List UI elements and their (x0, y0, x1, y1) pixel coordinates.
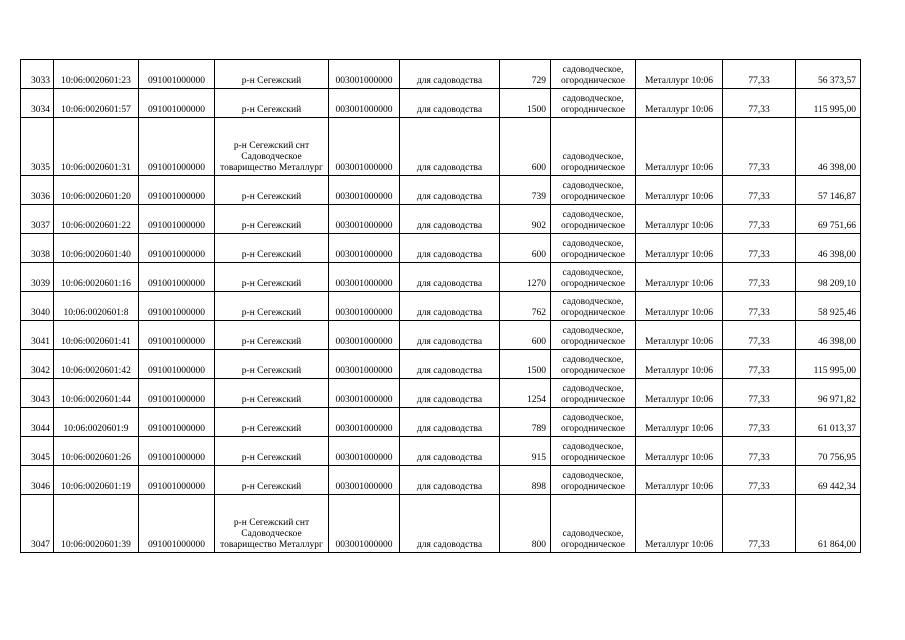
cadastral-number-cell: 10:06:0020601:31 (54, 118, 139, 176)
specific-value-cell: 77,33 (723, 205, 796, 234)
table-row (21, 379, 861, 408)
cadastral-value-cell: 96 971,82 (796, 379, 861, 408)
address-cell: р-н Сегежский (215, 292, 329, 321)
okato-code-cell: 003001000000 (329, 176, 400, 205)
cadastral-number-cell: 10:06:0020601:42 (54, 350, 139, 379)
cadastral-value-cell: 70 756,95 (796, 437, 861, 466)
address-cell: р-н Сегежский (215, 89, 329, 118)
cadastral-value-cell: 46 398,00 (796, 234, 861, 263)
area-cell: 1500 (500, 350, 551, 379)
valuation-zone-cell: Металлург 10:06 (636, 466, 723, 495)
permitted-use-cell: для садоводства (400, 234, 500, 263)
cadastral-number-cell: 10:06:0020601:8 (54, 292, 139, 321)
table-row (21, 234, 861, 263)
area-cell: 789 (500, 408, 551, 437)
area-cell: 1270 (500, 263, 551, 292)
permitted-use-cell: для садоводства (400, 350, 500, 379)
valuation-zone-cell: Металлург 10:06 (636, 118, 723, 176)
oktmo-code-cell: 091001000000 (139, 263, 215, 292)
row-number-cell: 3047 (21, 495, 54, 553)
row-number-cell: 3036 (21, 176, 54, 205)
address-cell: р-н Сегежский снт Садоводческое товарищество Металлург (215, 118, 329, 176)
specific-value-cell: 77,33 (723, 495, 796, 553)
purpose-cell: садоводческое, огородническое (551, 89, 636, 118)
okato-code-cell: 003001000000 (329, 292, 400, 321)
oktmo-code-cell: 091001000000 (139, 118, 215, 176)
cadastral-number-cell: 10:06:0020601:41 (54, 321, 139, 350)
address-cell: р-н Сегежский (215, 437, 329, 466)
permitted-use-cell: для садоводства (400, 379, 500, 408)
cadastral-number-cell: 10:06:0020601:26 (54, 437, 139, 466)
specific-value-cell: 77,33 (723, 466, 796, 495)
oktmo-code-cell: 091001000000 (139, 379, 215, 408)
address-cell: р-н Сегежский (215, 379, 329, 408)
oktmo-code-cell: 091001000000 (139, 437, 215, 466)
permitted-use-cell: для садоводства (400, 176, 500, 205)
specific-value-cell: 77,33 (723, 408, 796, 437)
cadastral-value-cell: 46 398,00 (796, 118, 861, 176)
address-cell: р-н Сегежский снт Садоводческое товарищество Металлург (215, 495, 329, 553)
okato-code-cell: 003001000000 (329, 60, 400, 89)
permitted-use-cell: для садоводства (400, 466, 500, 495)
purpose-cell: садоводческое, огородническое (551, 321, 636, 350)
area-cell: 600 (500, 118, 551, 176)
specific-value-cell: 77,33 (723, 89, 796, 118)
cadastral-number-cell: 10:06:0020601:16 (54, 263, 139, 292)
row-number-cell: 3039 (21, 263, 54, 292)
row-number-cell: 3035 (21, 118, 54, 176)
row-number-cell: 3040 (21, 292, 54, 321)
purpose-cell: садоводческое, огородническое (551, 350, 636, 379)
specific-value-cell: 77,33 (723, 321, 796, 350)
row-number-cell: 3041 (21, 321, 54, 350)
cadastral-value-cell: 69 442,34 (796, 466, 861, 495)
area-cell: 729 (500, 60, 551, 89)
area-cell: 902 (500, 205, 551, 234)
row-number-cell: 3046 (21, 466, 54, 495)
permitted-use-cell: для садоводства (400, 118, 500, 176)
oktmo-code-cell: 091001000000 (139, 466, 215, 495)
oktmo-code-cell: 091001000000 (139, 292, 215, 321)
cadastral-number-cell: 10:06:0020601:19 (54, 466, 139, 495)
okato-code-cell: 003001000000 (329, 205, 400, 234)
oktmo-code-cell: 091001000000 (139, 321, 215, 350)
specific-value-cell: 77,33 (723, 350, 796, 379)
table-row (21, 176, 861, 205)
table-row (21, 263, 861, 292)
valuation-zone-cell: Металлург 10:06 (636, 292, 723, 321)
area-cell: 600 (500, 234, 551, 263)
address-cell: р-н Сегежский (215, 176, 329, 205)
cadastral-number-cell: 10:06:0020601:23 (54, 60, 139, 89)
valuation-zone-cell: Металлург 10:06 (636, 379, 723, 408)
row-number-cell: 3034 (21, 89, 54, 118)
purpose-cell: садоводческое, огородническое (551, 118, 636, 176)
permitted-use-cell: для садоводства (400, 495, 500, 553)
table-row (21, 321, 861, 350)
okato-code-cell: 003001000000 (329, 89, 400, 118)
document-page (20, 59, 861, 553)
specific-value-cell: 77,33 (723, 263, 796, 292)
cadastral-number-cell: 10:06:0020601:40 (54, 234, 139, 263)
specific-value-cell: 77,33 (723, 60, 796, 89)
row-number-cell: 3044 (21, 408, 54, 437)
okato-code-cell: 003001000000 (329, 379, 400, 408)
specific-value-cell: 77,33 (723, 292, 796, 321)
cadastral-value-cell: 61 013,37 (796, 408, 861, 437)
purpose-cell: садоводческое, огородническое (551, 466, 636, 495)
address-cell: р-н Сегежский (215, 350, 329, 379)
address-cell: р-н Сегежский (215, 408, 329, 437)
cadastral-number-cell: 10:06:0020601:9 (54, 408, 139, 437)
area-cell: 600 (500, 321, 551, 350)
area-cell: 762 (500, 292, 551, 321)
table-row (21, 495, 861, 553)
valuation-zone-cell: Металлург 10:06 (636, 321, 723, 350)
permitted-use-cell: для садоводства (400, 321, 500, 350)
cadastral-value-cell: 61 864,00 (796, 495, 861, 553)
cadastral-value-cell: 69 751,66 (796, 205, 861, 234)
oktmo-code-cell: 091001000000 (139, 205, 215, 234)
permitted-use-cell: для садоводства (400, 437, 500, 466)
purpose-cell: садоводческое, огородническое (551, 60, 636, 89)
address-cell: р-н Сегежский (215, 466, 329, 495)
okato-code-cell: 003001000000 (329, 408, 400, 437)
row-number-cell: 3045 (21, 437, 54, 466)
oktmo-code-cell: 091001000000 (139, 495, 215, 553)
valuation-zone-cell: Металлург 10:06 (636, 263, 723, 292)
okato-code-cell: 003001000000 (329, 234, 400, 263)
valuation-zone-cell: Металлург 10:06 (636, 205, 723, 234)
cadastral-number-cell: 10:06:0020601:57 (54, 89, 139, 118)
specific-value-cell: 77,33 (723, 176, 796, 205)
row-number-cell: 3033 (21, 60, 54, 89)
table-row (21, 118, 861, 176)
row-number-cell: 3043 (21, 379, 54, 408)
cadastral-number-cell: 10:06:0020601:44 (54, 379, 139, 408)
cadastral-value-cell: 98 209,10 (796, 263, 861, 292)
okato-code-cell: 003001000000 (329, 437, 400, 466)
oktmo-code-cell: 091001000000 (139, 89, 215, 118)
purpose-cell: садоводческое, огородническое (551, 263, 636, 292)
permitted-use-cell: для садоводства (400, 89, 500, 118)
valuation-zone-cell: Металлург 10:06 (636, 176, 723, 205)
okato-code-cell: 003001000000 (329, 321, 400, 350)
purpose-cell: садоводческое, огородническое (551, 437, 636, 466)
permitted-use-cell: для садоводства (400, 60, 500, 89)
land-plots-table (20, 59, 861, 553)
row-number-cell: 3038 (21, 234, 54, 263)
purpose-cell: садоводческое, огородническое (551, 234, 636, 263)
specific-value-cell: 77,33 (723, 437, 796, 466)
address-cell: р-н Сегежский (215, 234, 329, 263)
address-cell: р-н Сегежский (215, 205, 329, 234)
permitted-use-cell: для садоводства (400, 205, 500, 234)
permitted-use-cell: для садоводства (400, 408, 500, 437)
valuation-zone-cell: Металлург 10:06 (636, 89, 723, 118)
table-body (21, 60, 861, 553)
specific-value-cell: 77,33 (723, 379, 796, 408)
area-cell: 800 (500, 495, 551, 553)
okato-code-cell: 003001000000 (329, 495, 400, 553)
table-row (21, 89, 861, 118)
row-number-cell: 3037 (21, 205, 54, 234)
purpose-cell: садоводческое, огородническое (551, 379, 636, 408)
oktmo-code-cell: 091001000000 (139, 350, 215, 379)
area-cell: 898 (500, 466, 551, 495)
valuation-zone-cell: Металлург 10:06 (636, 60, 723, 89)
cadastral-value-cell: 56 373,57 (796, 60, 861, 89)
cadastral-number-cell: 10:06:0020601:22 (54, 205, 139, 234)
area-cell: 1500 (500, 89, 551, 118)
table-row (21, 350, 861, 379)
table-row (21, 205, 861, 234)
purpose-cell: садоводческое, огородническое (551, 205, 636, 234)
cadastral-value-cell: 58 925,46 (796, 292, 861, 321)
okato-code-cell: 003001000000 (329, 263, 400, 292)
area-cell: 739 (500, 176, 551, 205)
cadastral-value-cell: 46 398,00 (796, 321, 861, 350)
table-row (21, 466, 861, 495)
address-cell: р-н Сегежский (215, 263, 329, 292)
purpose-cell: садоводческое, огородническое (551, 408, 636, 437)
cadastral-value-cell: 57 146,87 (796, 176, 861, 205)
okato-code-cell: 003001000000 (329, 118, 400, 176)
table-row (21, 408, 861, 437)
okato-code-cell: 003001000000 (329, 350, 400, 379)
permitted-use-cell: для садоводства (400, 292, 500, 321)
cadastral-number-cell: 10:06:0020601:39 (54, 495, 139, 553)
cadastral-number-cell: 10:06:0020601:20 (54, 176, 139, 205)
oktmo-code-cell: 091001000000 (139, 176, 215, 205)
address-cell: р-н Сегежский (215, 321, 329, 350)
table-row (21, 60, 861, 89)
okato-code-cell: 003001000000 (329, 466, 400, 495)
purpose-cell: садоводческое, огородническое (551, 495, 636, 553)
address-cell: р-н Сегежский (215, 60, 329, 89)
specific-value-cell: 77,33 (723, 234, 796, 263)
purpose-cell: садоводческое, огородническое (551, 176, 636, 205)
table-row (21, 292, 861, 321)
cadastral-value-cell: 115 995,00 (796, 89, 861, 118)
oktmo-code-cell: 091001000000 (139, 60, 215, 89)
valuation-zone-cell: Металлург 10:06 (636, 495, 723, 553)
valuation-zone-cell: Металлург 10:06 (636, 408, 723, 437)
purpose-cell: садоводческое, огородническое (551, 292, 636, 321)
valuation-zone-cell: Металлург 10:06 (636, 350, 723, 379)
oktmo-code-cell: 091001000000 (139, 234, 215, 263)
specific-value-cell: 77,33 (723, 118, 796, 176)
permitted-use-cell: для садоводства (400, 263, 500, 292)
cadastral-value-cell: 115 995,00 (796, 350, 861, 379)
table-row (21, 437, 861, 466)
valuation-zone-cell: Металлург 10:06 (636, 437, 723, 466)
valuation-zone-cell: Металлург 10:06 (636, 234, 723, 263)
area-cell: 915 (500, 437, 551, 466)
area-cell: 1254 (500, 379, 551, 408)
oktmo-code-cell: 091001000000 (139, 408, 215, 437)
row-number-cell: 3042 (21, 350, 54, 379)
